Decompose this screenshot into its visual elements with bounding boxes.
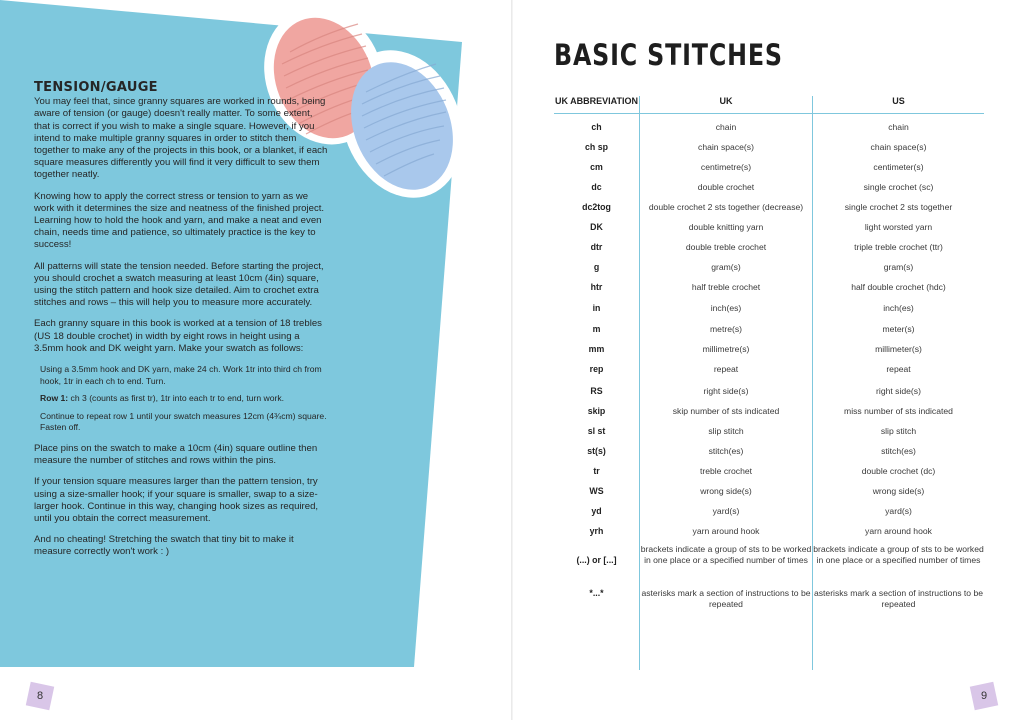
cell-us: inch(es) [883,303,914,313]
cell-abbreviation: tr [593,466,600,476]
page-title: BASIC STITCHES [554,38,783,72]
body-paragraph: And no cheating! Stretching the swatch that tiny bit to make it measure correctly won't work : ) [34,534,294,558]
cell-uk: centimetre(s) [700,162,752,172]
header-rule [554,113,984,114]
right-page [512,0,1024,720]
cell-abbreviation: mm [588,344,605,354]
swatch-line: Using a 3.5mm hook and DK yarn, make 24 ch. Work 1tr into third ch from hook, 1tr in each ch to end. Turn. [40,364,322,386]
page-number: 8 [36,690,44,702]
cell-uk: skip number of sts indicated [672,406,780,416]
cell-abbreviation: cm [590,162,603,172]
cell-abbreviation: skip [587,406,606,416]
cell-us: repeat [886,364,911,374]
cell-uk: double crochet 2 sts together (decrease) [648,202,804,212]
cell-us: single crochet (sc) [863,182,934,192]
cell-us: yarn around hook [865,526,932,536]
cell-us: brackets indicate a group of sts to be worked in one place or a specified number of times [813,544,984,565]
body-paragraph: All patterns will state the tension needed. Before starting the project, you should crochet a swatch measuring at least 10cm (4in) square, using the stitch pattern and hook size detailed. Aim to crochet extra stitches and rows – this will help you to measure more accurately. [34,260,324,309]
cell-uk: yard(s) [712,506,740,516]
cell-uk: stitch(es) [708,446,744,456]
swatch-row-1 [40,393,330,405]
body-paragraph: Each granny square in this book is worked at a tension of 18 trebles (US 18 double crochet) in width by eight rows in height using a 3.5mm hook and DK weight yarn. Make your swatch as follows: [34,318,322,354]
body-paragraph: If your tension square measures larger than the pattern tension, try using a size-smaller hook; if your square is smaller, swap to a size-larger hook. Continue in this way, changing hook sizes as required, until you obtain the correct measurement. [34,476,319,525]
cell-us: triple treble crochet (ttr) [854,242,943,252]
cell-abbreviation: ch [591,122,602,132]
cell-uk: treble crochet [699,466,753,476]
cell-abbreviation: dc [591,182,602,192]
cell-uk: slip stitch [708,426,744,436]
cell-uk: asterisks mark a section of instructions to be repeated [641,588,811,609]
cell-uk: double crochet [697,182,755,192]
header-us: US [892,96,905,106]
tension-gauge-section [34,82,330,568]
cell-us: gram(s) [883,262,914,272]
cell-uk: chain space(s) [698,142,754,152]
cell-us: centimeter(s) [873,162,924,172]
cell-us: wrong side(s) [872,486,925,496]
page-number-tab [28,684,52,708]
cell-us: single crochet 2 sts together [844,202,953,212]
cell-uk: metre(s) [710,324,742,334]
cell-abbreviation: htr [590,282,603,292]
cell-us: right side(s) [876,386,921,396]
body-paragraph: Place pins on the swatch to make a 10cm (4in) square outline then measure the number of stitches and rows within the pins. [34,443,318,467]
cell-abbreviation: DK [590,222,603,232]
cell-us: light worsted yarn [864,222,933,232]
cell-uk: brackets indicate a group of sts to be worked in one place or a specified number of times [640,544,812,565]
swatch-line: Continue to repeat row 1 until your swatch measures 12cm (4¾cm) square. Fasten off. [40,410,327,433]
cell-abbreviation: dtr [590,242,603,252]
cell-us: double crochet (dc) [861,466,936,476]
cell-uk: repeat [713,364,739,374]
cell-abbreviation: (...) or [...] [576,555,617,565]
cell-uk: yarn around hook [692,526,760,536]
cell-us: stitch(es) [881,446,916,456]
body-paragraph: Knowing how to apply the correct stress or tension to yarn as we work with it determines the size and neatness of the finished project. Learning how to hold the hook and yarn, and make a neat and even chain, needs time and patience, so ultimately practice is the key to success! [34,190,325,251]
cell-us: millimeter(s) [875,344,922,354]
cell-abbreviation: st(s) [587,446,606,456]
cell-uk: gram(s) [711,262,741,272]
cell-uk: double knitting yarn [688,222,764,232]
cell-uk: wrong side(s) [700,486,752,496]
header-uk: UK [719,96,733,106]
cell-abbreviation: RS [590,386,603,396]
cell-us: yard(s) [885,506,912,516]
body-paragraph: You may feel that, since granny squares are worked in rounds, being aware of tension (or gauge) doesn't really matter. To some extent, that is correct if you wish to make a single square. However, if you intend to make multiple granny squares in order to stitch them together to make any of the projects in this book, or a blanket, if each square measures differently you will find it very difficult to sew them together neatly. [34,96,328,181]
cell-us: meter(s) [882,324,915,334]
cell-us: slip stitch [880,426,917,436]
page-number-tab [972,684,996,708]
cell-abbreviation: ch sp [585,142,608,152]
section-heading: TENSION/GAUGE [34,80,158,95]
row-label: Row 1: [40,393,69,404]
cell-abbreviation: m [592,324,601,334]
cell-abbreviation: sl st [587,426,606,436]
cell-abbreviation: in [592,303,601,313]
cell-uk: inch(es) [710,303,742,313]
cell-uk: half treble crochet [691,282,761,292]
cell-uk: millimetre(s) [702,344,750,354]
cell-us: half double crochet (hdc) [851,282,946,292]
cell-abbreviation: *...* [589,588,604,598]
cell-abbreviation: rep [589,364,604,374]
page-number: 9 [980,690,988,702]
cell-abbreviation: WS [589,486,604,496]
row-text: ch 3 (counts as first tr), 1tr into each tr to end, turn work. [68,393,285,404]
cell-abbreviation: yrh [589,526,604,536]
swatch-instructions [40,364,330,434]
header-uk-abbreviation: UK ABBREVIATION [555,96,638,106]
cell-us: chain space(s) [870,142,927,152]
cell-abbreviation: dc2tog [582,202,611,212]
cell-us: chain [888,122,909,132]
cell-abbreviation: g [593,262,600,272]
cell-uk: right side(s) [703,386,749,396]
cell-us: miss number of sts indicated [844,406,953,416]
cell-abbreviation: yd [591,506,602,516]
cell-us: asterisks mark a section of instructions to be repeated [813,588,984,609]
cell-uk: double treble crochet [685,242,767,252]
cell-uk: chain [715,122,737,132]
